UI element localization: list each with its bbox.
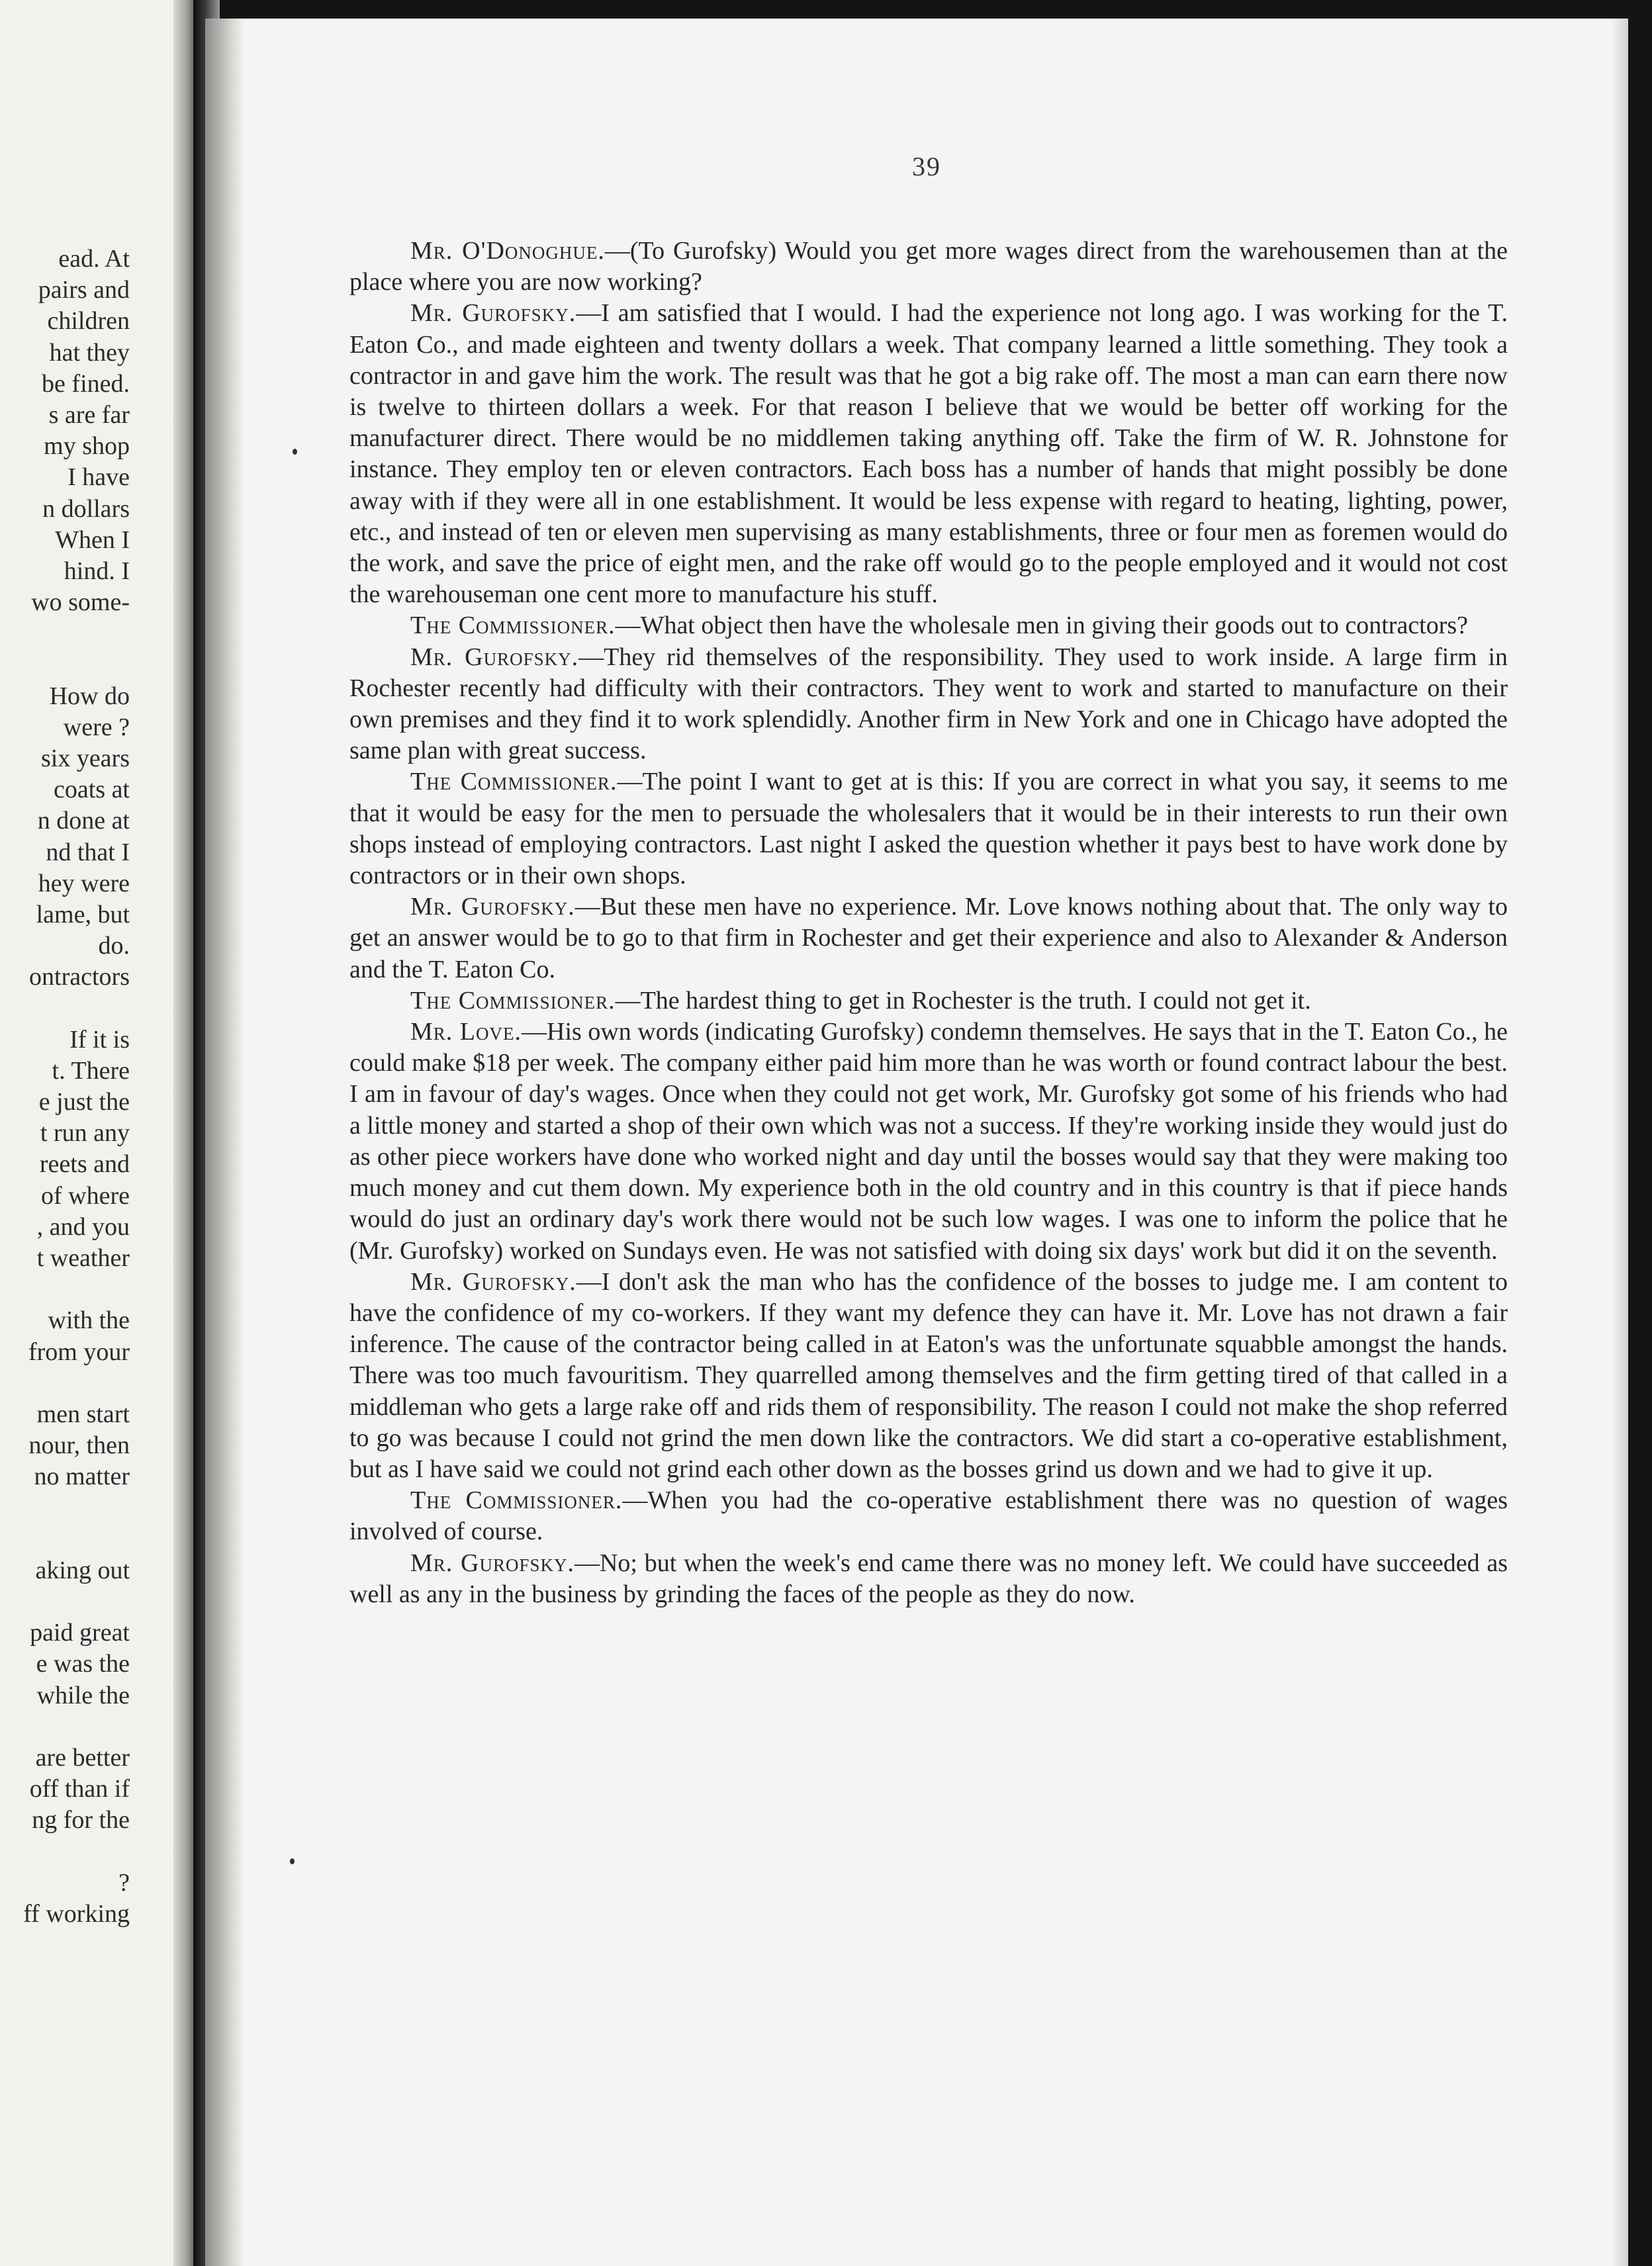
speech-text: —The hardest thing to get in Rochester is the truth. I could not get it.	[615, 986, 1311, 1015]
speech-text: —What object then have the wholesale men in giving their goods out to contractors?	[615, 612, 1469, 640]
speaker-name: The Commissioner.	[410, 1486, 623, 1515]
speaker-name: The Commissioner.	[410, 986, 616, 1015]
left-page-line: reets and	[39, 1150, 130, 1179]
transcript-paragraph	[349, 766, 1508, 891]
left-page-line: I have	[68, 463, 130, 492]
left-page-line: hat they	[49, 338, 130, 367]
left-page-line: of where	[41, 1181, 130, 1210]
left-page-line: ontractors	[29, 963, 130, 991]
left-page-line: t weather	[36, 1244, 130, 1272]
left-page-line: t. There	[52, 1056, 130, 1085]
page-number: 39	[912, 152, 941, 181]
left-page-line: aking out	[35, 1556, 130, 1584]
page-gutter-shadow	[205, 19, 245, 2266]
left-page-line: paid great	[30, 1619, 130, 1647]
left-page-line: e just the	[38, 1088, 130, 1116]
left-page-line: e was the	[36, 1650, 130, 1678]
transcript-paragraph	[349, 298, 1508, 610]
transcript-paragraph	[349, 236, 1508, 298]
page-edge	[1611, 19, 1628, 2266]
left-page-line	[0, 1586, 130, 1617]
left-page-line	[0, 649, 130, 680]
left-page-line: nd that I	[46, 838, 130, 866]
left-page-line	[0, 1368, 130, 1399]
left-page-line: be fined.	[42, 369, 130, 398]
left-page-line	[0, 618, 130, 649]
left-page-line: ead. At	[58, 245, 130, 273]
left-page-line	[0, 1493, 130, 1524]
left-page-line: If it is	[69, 1025, 130, 1054]
left-page-line: ff working	[23, 1899, 130, 1928]
transcript-paragraph	[349, 610, 1508, 641]
left-page-line: ng for the	[32, 1806, 130, 1835]
speaker-name: Mr. Love.	[410, 1018, 522, 1046]
left-page-line: pairs and	[38, 276, 130, 304]
left-page-line: coats at	[53, 776, 130, 804]
left-page-text-fragments	[0, 244, 130, 1930]
left-page-line: n done at	[37, 807, 130, 835]
left-page-line: n dollars	[42, 494, 130, 523]
left-page-line	[0, 1836, 130, 1868]
left-page-line: , and you	[36, 1212, 130, 1241]
left-page-line: off than if	[29, 1775, 130, 1803]
transcript-paragraph	[349, 891, 1508, 985]
transcript-paragraph	[349, 1267, 1508, 1485]
speaker-name: Mr. O'Donoghue.	[410, 237, 605, 265]
left-page-line	[0, 1711, 130, 1743]
speech-text: —(To Gurofsky) Would you get more wages direct from the warehousemen than at the place where you are now working?	[349, 237, 1508, 296]
speech-text: —They rid themselves of the responsibility. They used to work inside. A large firm in Rochester recently had difficulty with their contractors. They went to work and started to manufacture on their own premises and they find it to work splendidly. Another firm in New York and one in Chicago have adopted the same plan with great success.	[349, 643, 1508, 765]
speech-text: —No; but when the week's end came there was no money left. We could have succeeded as well as any in the business by grinding the faces of the people as they do now.	[349, 1549, 1508, 1608]
left-page-gutter	[173, 0, 193, 2266]
left-page-line: wo some-	[31, 588, 130, 617]
speaker-name: The Commissioner.	[410, 768, 618, 796]
left-page-line: children	[47, 307, 130, 336]
left-page-line: do.	[98, 932, 130, 960]
left-page-line: men start	[36, 1400, 130, 1428]
left-page-line: s are far	[48, 400, 130, 429]
left-page-line	[0, 993, 130, 1024]
transcript-paragraph	[349, 1485, 1508, 1547]
left-page-line: lame, but	[36, 900, 130, 929]
left-page-line: How do	[49, 682, 130, 710]
left-page-line: When I	[55, 525, 130, 554]
left-page-line: from your	[28, 1337, 130, 1366]
transcript-paragraph	[349, 1548, 1508, 1610]
speech-text: —But these men have no experience. Mr. Love knows nothing about that. The only way to get an answer would be to go to that firm in Rochester and get their experience and also to Alexander & Anderson and the T. Eaton Co.	[349, 893, 1508, 983]
ink-speck	[290, 1858, 295, 1864]
speaker-name: Mr. Gurofsky.	[410, 893, 575, 921]
speaker-name: Mr. Gurofsky.	[410, 643, 579, 671]
transcript-paragraph	[349, 1017, 1508, 1267]
speaker-name: Mr. Gurofsky.	[410, 1267, 576, 1296]
left-page-line	[0, 1274, 130, 1305]
left-page-fragment	[0, 0, 193, 2266]
transcript-body	[349, 236, 1508, 1610]
ink-speck	[293, 449, 297, 455]
left-page-line: are better	[35, 1744, 130, 1772]
left-page-line: nour, then	[28, 1431, 130, 1460]
left-page-line: t run any	[40, 1119, 130, 1148]
left-page-line	[0, 1524, 130, 1555]
left-page-line: with the	[48, 1306, 130, 1335]
speaker-name: Mr. Gurofsky.	[410, 1549, 574, 1577]
speaker-name: The Commissioner.	[410, 612, 616, 640]
transcript-paragraph	[349, 985, 1508, 1017]
left-page-line: ?	[118, 1868, 130, 1897]
left-page-line: my shop	[44, 432, 130, 461]
left-page-line: hey were	[38, 869, 130, 897]
speaker-name: Mr. Gurofsky.	[410, 299, 576, 328]
right-page	[205, 19, 1628, 2266]
speech-text: —His own words (indicating Gurofsky) condemn themselves. He says that in the T. Eaton Co., he could make $18 per week. The company either paid him more than he was worth or found contract labour the best. I am in favour of day's wages. Once when they could not get work, Mr. Gurofsky got some of his friends who had a little money and started a shop of their own which was not a success. If they're working inside they would just do as other piece workers have done who worked night and day until the bosses would say that they were making too much money and cut them down. My experience both in the old country and in this country is that if piece hands would do just an ordinary day's work there would not be such low wages. I was one to inform the police that he (Mr. Gurofsky) worked on Sundays even. He was not satisfied with doing six days' work but did it on the seventh.	[349, 1018, 1508, 1265]
transcript-paragraph	[349, 642, 1508, 767]
left-page-line: no matter	[34, 1463, 130, 1491]
left-page-line: six years	[40, 745, 130, 772]
left-page-line: hind. I	[64, 557, 130, 585]
speech-text: —When you had the co-operative establishment there was no question of wages involved of course.	[349, 1486, 1508, 1546]
left-page-line: were ?	[63, 713, 130, 741]
speech-text: —I don't ask the man who has the confidence of the bosses to judge me. I am content to have the confidence of my co-workers. If they want my defence they can have it. Mr. Love has not drawn a fair inference. The cause of the contractor being called in at Eaton's was the unfortunate squabble amongst the hands. There was too much favouritism. They quarrelled among themselves and the firm getting tired of that called in a middleman who gets a large rake off and rids them of responsibility. The reason I could not make the shop referred to go was because I could not grind the men down like the contractors. We did start a co-operative establishment, but as I have said we could not grind each other down as the bosses grind us down and we had to give it up.	[349, 1267, 1508, 1483]
speech-text: —I am satisfied that I would. I had the experience not long ago. I was working for the T. Eaton Co., and made eighteen and twenty dollars a week. That company learned a little something. They took a contractor in and gave him the work. The result was that he got a big rake off. The most a man can earn there now is twelve to thirteen dollars a week. For that reason I believe that we would be better off working for the manufacturer direct. There would be no middlemen taking anything off. Take the firm of W. R. Johnstone for instance. They employ ten or eleven contractors. Each boss has a number of hands that might possibly be done away with if they were all in one establishment. It would be less expense with regard to heating, lighting, power, etc., and instead of ten or eleven men supervising as many establishments, three or four men as foremen would do the work, and save the price of eight men, and the rake off would go to the people employed and it would not cost the warehouseman one cent more to manufacture his stuff.	[349, 299, 1508, 609]
speech-text: —The point I want to get at is this: If you are correct in what you say, it seems to me that it would be easy for the men to persuade the wholesalers that it would be in their interests to run their own shops instead of employing contractors. Last night I asked the question whether it pays best to have work done by contractors or in their own shops.	[349, 768, 1508, 890]
left-page-line: while the	[36, 1681, 130, 1709]
